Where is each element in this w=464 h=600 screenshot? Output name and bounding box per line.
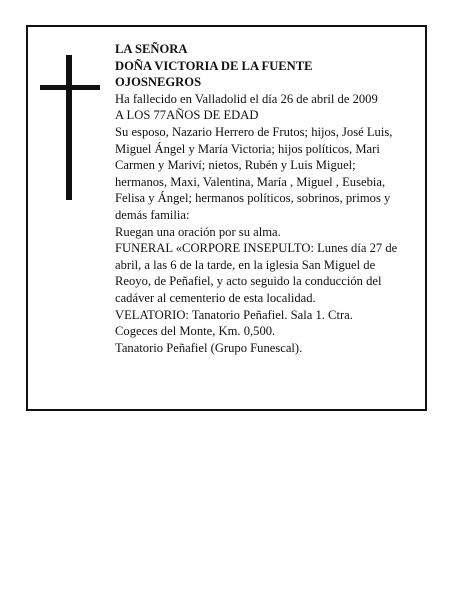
cross-vertical-bar <box>66 55 72 200</box>
family-line: Miguel Ángel y María Victoria; hijos políticos, Mari <box>115 141 380 156</box>
family-line: demás familia: <box>115 207 190 222</box>
obituary-text <box>115 41 425 356</box>
tanatorio: Tanatorio Peñafiel (Grupo Funescal). <box>115 340 303 355</box>
title: LA SEÑORA <box>115 42 188 56</box>
deceased-name-line-2: OJOSNEGROS <box>115 75 202 90</box>
funeral-line: FUNERAL «CORPORE INSEPULTO: Lunes día 27 de <box>115 241 398 256</box>
funeral-line: Reoyo, de Peñafiel, y acto seguido la conducción del <box>115 274 382 289</box>
family-line: Su esposo, Nazario Herrero de Frutos; hijos, José Luis, <box>115 124 393 139</box>
age: A LOS 77AÑOS DE EDAD <box>115 108 259 123</box>
cross-icon <box>40 55 100 200</box>
velatorio-line: VELATORIO: Tanatorio Peñafiel. Sala 1. Ctra. <box>115 307 353 322</box>
family-line: Felisa y Ángel; hermanos políticos, sobrinos, primos y <box>115 191 391 206</box>
deceased-name-line-1: DOÑA VICTORIA DE LA FUENTE <box>115 58 313 73</box>
obituary-notice <box>26 25 427 411</box>
cross-horizontal-bar <box>40 85 100 90</box>
family-line: Carmen y Mariví; nietos, Rubén y Luis Miguel; <box>115 158 356 173</box>
death-info: Ha fallecido en Valladolid el día 26 de abril de 2009 <box>115 91 378 106</box>
velatorio-line: Cogeces del Monte, Km. 0,500. <box>115 324 276 339</box>
funeral-line: abril, a las 6 de la tarde, en la iglesia San Miguel de <box>115 257 376 272</box>
funeral-line: cadáver al cementerio de esta localidad. <box>115 290 316 305</box>
family-line: hermanos, Maxi, Valentina, María , Miguel , Eusebia, <box>115 174 386 189</box>
prayer: Ruegan una oración por su alma. <box>115 224 281 239</box>
